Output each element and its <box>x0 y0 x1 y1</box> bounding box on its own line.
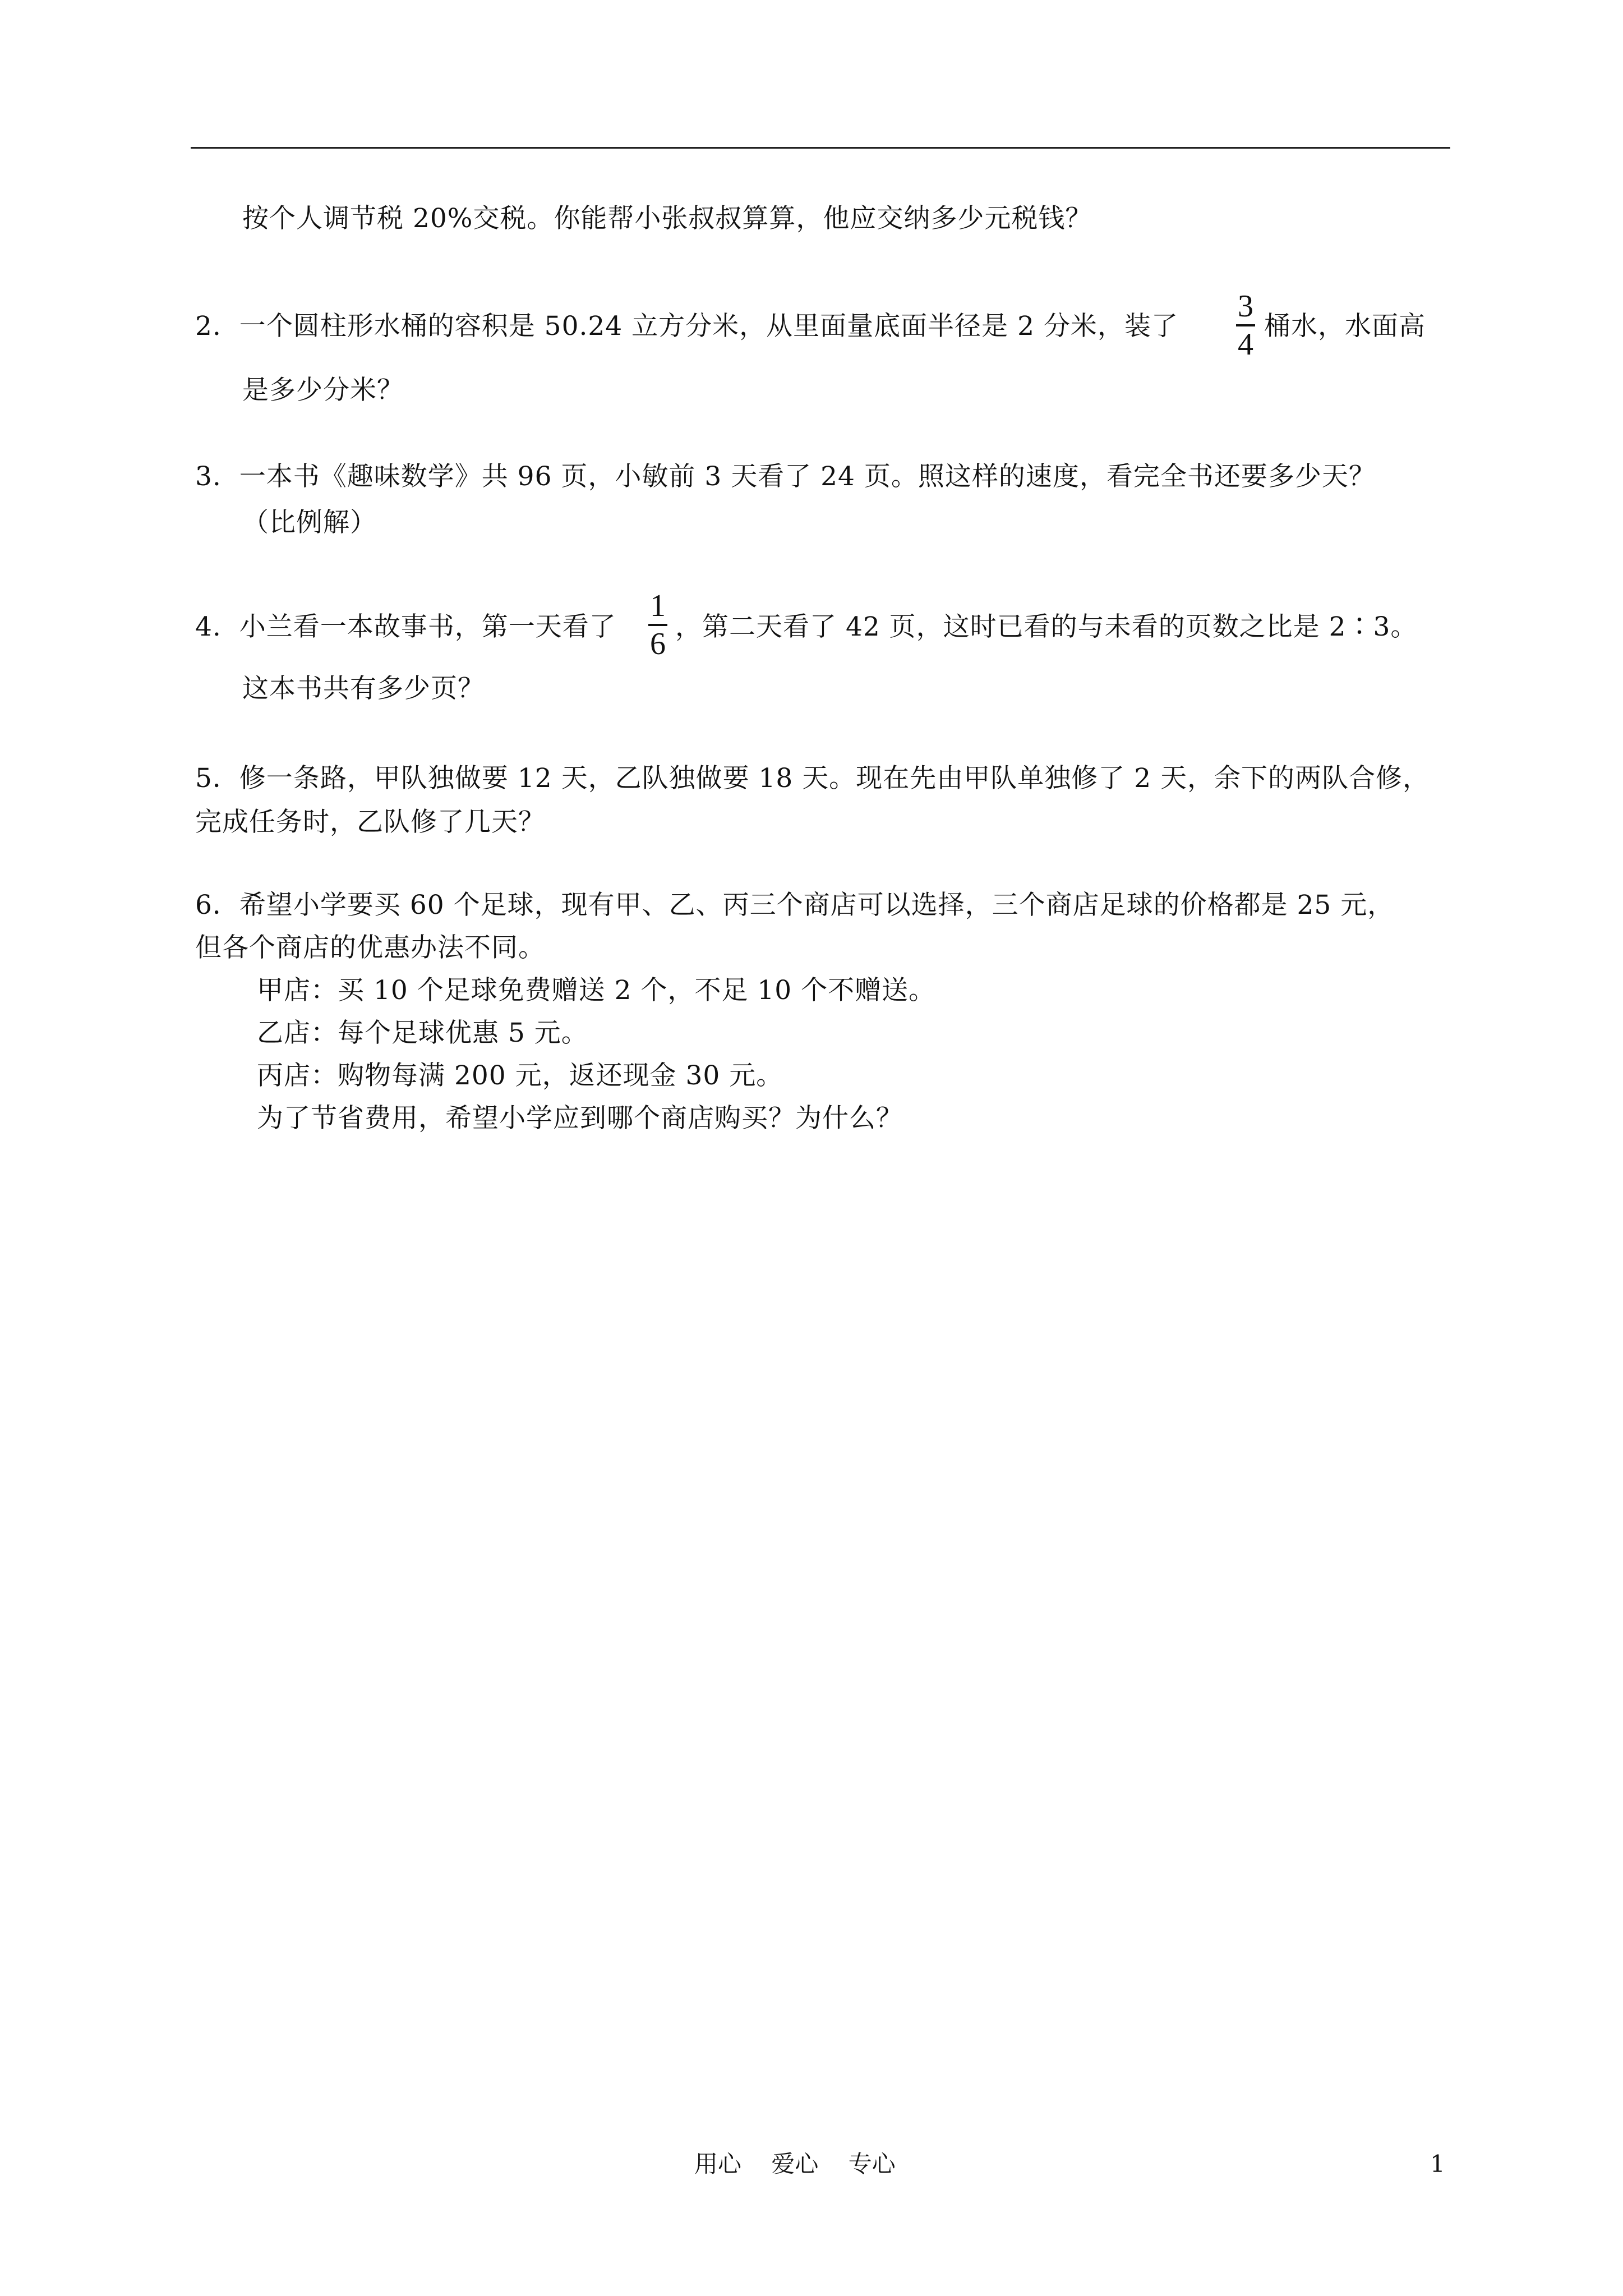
q4-line2: 这本书共有多少页？ <box>242 673 485 704</box>
q2-frac-numerator: 3 <box>1238 289 1253 324</box>
q4-frac-numerator: 1 <box>650 588 666 623</box>
q6-shop-b: 乙店：每个足球优惠 5 元。 <box>257 1018 588 1048</box>
q2-frac-denominator: 4 <box>1238 327 1253 362</box>
q1-tail: 按个人调节税 20%交税。你能帮小张叔叔算算，他应交纳多少元税钱？ <box>242 203 1092 234</box>
q6-shop-a: 甲店：买 10 个足球免费赠送 2 个，不足 10 个不赠送。 <box>257 975 936 1006</box>
q4-part-b: ，第二天看了 42 页，这时已看的与未看的页数之比是 2∶3。 <box>675 611 1418 642</box>
q4-part-a: 4. 小兰看一本故事书，第一天看了 <box>195 611 616 642</box>
q4-frac-denominator: 6 <box>650 627 666 661</box>
page-number: 1 <box>1430 2150 1445 2178</box>
q6-question: 为了节省费用，希望小学应到哪个商店购买？为什么？ <box>257 1103 903 1134</box>
q5-line2: 完成任务时，乙队修了几天？ <box>195 807 545 838</box>
q2-fraction <box>1236 291 1255 360</box>
q6-line1: 6．希望小学要买 60 个足球，现有甲、乙、丙三个商店可以选择，三个商店足球的价格都是 25 元， <box>195 890 1395 921</box>
header-rule <box>191 147 1450 149</box>
q2-frac-bar <box>1236 324 1255 326</box>
q2-part-b: 桶水，水面高 <box>1264 311 1426 342</box>
footer-motto: 用心 爱心 专心 <box>694 2150 896 2178</box>
q2-part-a: 2. 一个圆柱形水桶的容积是 50.24 立方分米，从里面量底面半径是 2 分米，装了 <box>195 311 1178 342</box>
q4-fraction <box>648 590 667 660</box>
q5-line1: 5．修一条路，甲队独做要 12 天，乙队独做要 18 天。现在先由甲队单独修了 2 天，余下的两队合修， <box>195 763 1430 794</box>
q2-line2: 是多少分米？ <box>242 375 404 406</box>
q3-line1: 3. 一本书《趣味数学》共 96 页，小敏前 3 天看了 24 页。照这样的速度，看完全书还要多少天？ <box>195 461 1376 492</box>
q6-line2: 但各个商店的优惠办法不同。 <box>195 932 545 963</box>
q3-line2: （比例解） <box>242 507 377 538</box>
q6-shop-c: 丙店：购物每满 200 元，返还现金 30 元。 <box>257 1060 783 1091</box>
q4-frac-bar <box>648 624 667 626</box>
